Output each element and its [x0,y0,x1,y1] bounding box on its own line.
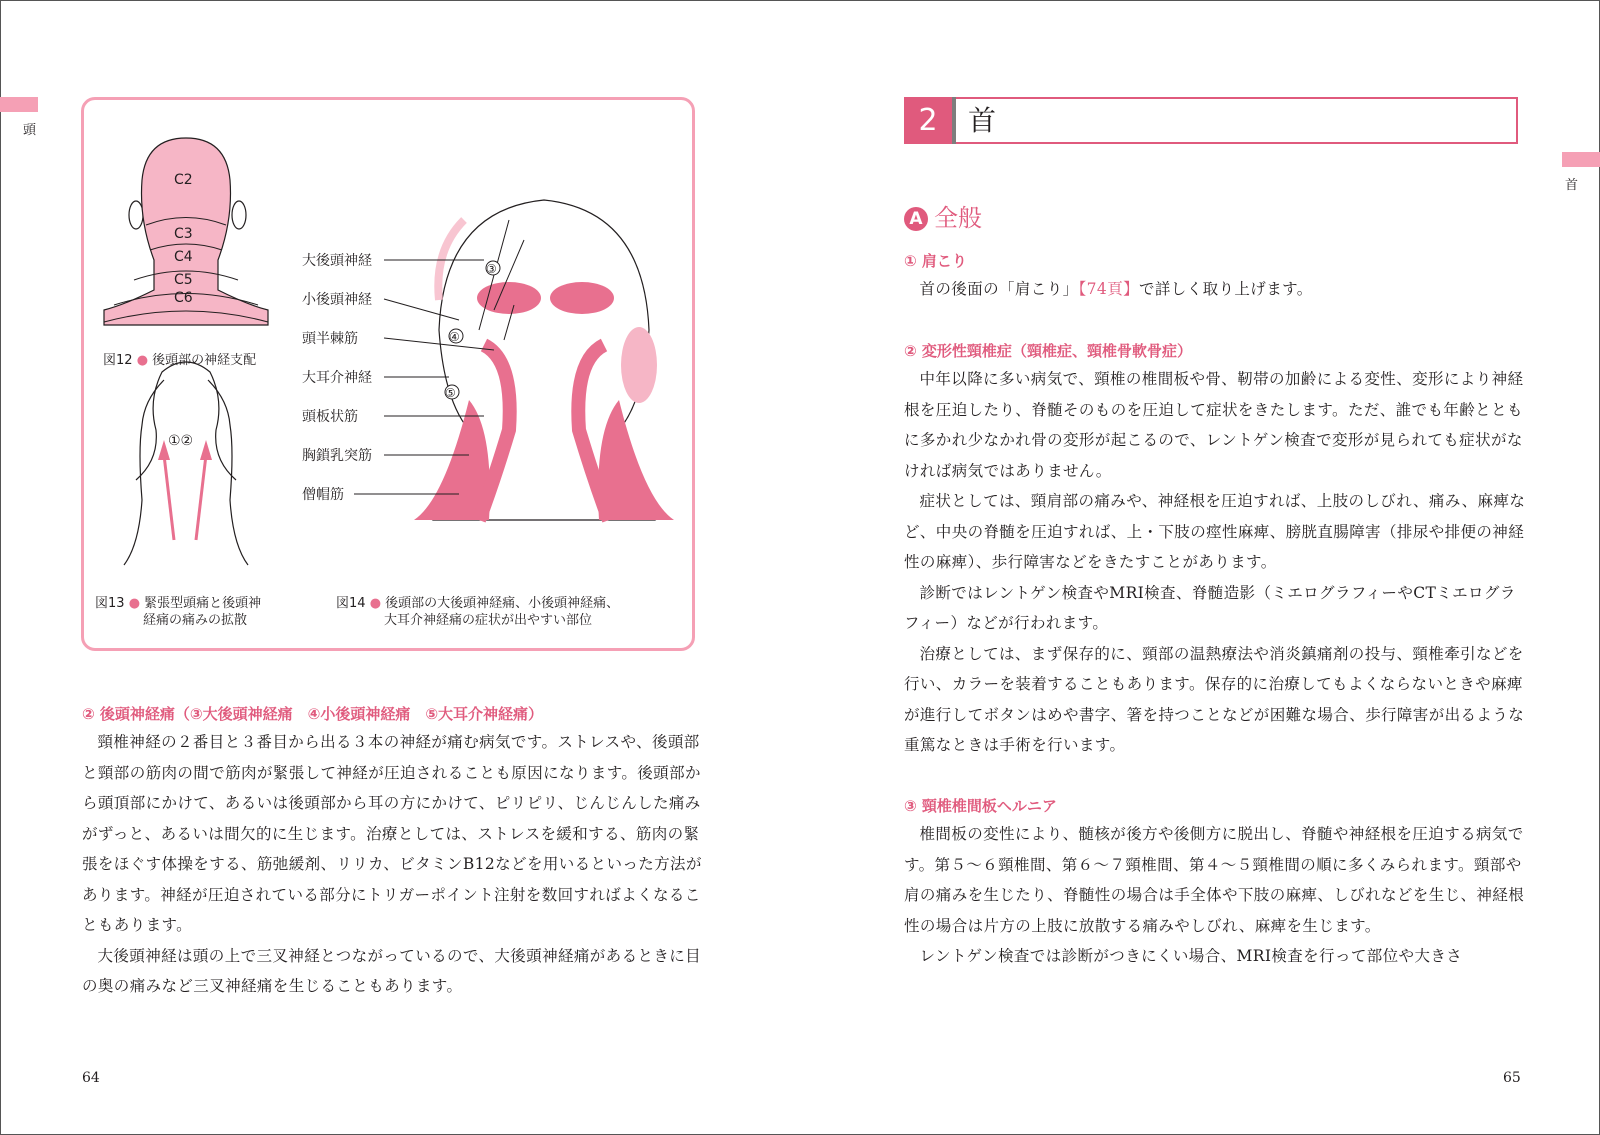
subheading-cervical-spondylosis [904,340,1192,361]
fig14-neck-illustration [354,200,674,520]
caption-bullet: ● [136,353,149,368]
section-title-bar [904,97,1518,144]
paragraph: 椎間板の変性により、髄核が後方や後側方に脱出し、脊髄や神経根を圧迫する病気です。第５～６頸椎間、第６～７頸椎間、第４～５頸椎間の順に多くみられます。頸部や肩の痛みを生じたり、脊髄性の場合は手全体や下肢の麻痺、しびれなどを生じ、神経根性の場合は片方の上肢に放散する痛みやしびれ、麻痺を生じます。 [904,825,1525,935]
fig12-caption [103,352,256,369]
chapter-tab-label-left: 頭 [23,123,37,138]
fig13-head-illustration [124,362,248,565]
paragraph [904,274,1526,305]
fig14-marker-5: ⑤ [445,386,456,400]
paragraph: レントゲン検査では診断がつきにくい場合、MRI検査を行って部位や大きさ [919,947,1463,965]
paragraph: 中年以降に多い病気で、頸椎の椎間板や骨、靭帯の加齢による変性、変形により神経根を圧迫したり、脊髄そのものを圧迫して症状をきたします。ただ、誰でも年齢とともに多かれ少なかれ骨の変形が起こるので、レントゲン検査で変形が見られても症状がなければ病気ではありません。 [904,370,1524,480]
herniation-text [904,819,1526,972]
chapter-tab-left [0,97,38,112]
fig12-label-c5: C5 [174,272,193,288]
fig14-label-greater-occipital: 大後頭神経 [302,253,372,269]
fig12-label-c4: C4 [174,249,193,265]
fig13-caption-line1: 緊張型頭痛と後頭神 [144,596,262,611]
fig13-caption-num: 図13 [95,596,125,611]
fig13-caption-line2: 経痛の痛みの拡散 [143,613,248,628]
section-heading-occipital-neuralgia: ② 後頭神経痛（③大後頭神経痛 ④小後頭神経痛 ⑤大耳介神経痛） [82,705,544,723]
section-number: 2 [904,97,952,144]
fig14-marker-4: ④ [449,330,460,344]
chapter-tab-right [1562,152,1600,167]
left-body-text [82,727,702,1002]
paragraph: 頸椎神経の２番目と３番目から出る３本の神経が痛む病気です。ストレスや、後頭部と頸部の筋肉の間で筋肉が緊張して神経が圧迫されることも原因になります。後頭部から頭頂部にかけて、あるいは後頭部から耳の方にかけて、ピリピリ、じんじんした痛みがずっと、あるいは間欠的に生じます。治療としては、ストレスを緩和する、筋肉の緊張をほぐす体操をする、筋弛緩剤、リリカ、ビタミンB12などを用いるといった方法があります。神経が圧迫されている部分にトリガーポイント注射を数回すればよくなることもあります。 [82,733,702,934]
page-number-right: 65 [1503,1070,1521,1086]
paragraph: 診断ではレントゲン検査やMRI検査、脊髄造影（ミエログラフィーやCTミエログラフィー）などが行われます。 [904,583,1516,632]
fig12-caption-text: 後頭部の神経支配 [152,353,257,368]
fig14-label-splenius: 頭板状筋 [302,409,358,425]
fig14-label-trapezius: 僧帽筋 [302,487,344,503]
fig14-label-lesser-occipital: 小後頭神経 [302,292,372,308]
fig12-label-c3: C3 [174,226,193,242]
fig12-label-c6: C6 [174,290,193,306]
subheading-katakori: ① 肩こり [904,252,967,270]
section-frame [956,97,1518,144]
category-title: 全般 [934,204,982,232]
spondylosis-text [904,364,1526,761]
fig14-label-semispinalis: 頭半棘筋 [302,331,358,347]
paragraph: 症状としては、頸肩部の痛みや、神経根を圧迫すれば、上肢のしびれ、痛み、麻痺など、中央の脊髄を圧迫すれば、上・下肢の痙性麻痺、膀胱直腸障害（排尿や排便の神経性の麻痺）、歩行障害などをきたすことがあります。 [904,492,1526,571]
paragraph: 治療としては、まず保存的に、頸部の温熱療法や消炎鎮痛剤の投与、頸椎牽引などを行い、カラーを装着することもあります。保存的に治療してもよくならないときや麻痺が進行してボタンはめや書字、箸を持つことなどが困難な場合、歩行障害が出るような重篤なときは手術を行います。 [904,644,1525,754]
subheading-disc-herniation: ③ 頸椎椎間板ヘルニア [904,797,1057,815]
category-letter-badge: A [904,207,928,231]
page-reference-link[interactable]: 【74頁】 [1078,280,1139,298]
fig14-label-sternocleidomastoid: 胸鎖乳突筋 [302,448,372,464]
caption-bullet: ● [128,596,141,611]
caption-bullet: ● [369,596,382,611]
fig12-caption-num: 図12 [103,353,133,368]
fig14-label-great-auricular: 大耳介神経 [302,370,372,386]
paragraph: 大後頭神経は頭の上で三叉神経とつながっているので、大後頭神経痛があるときに目の奥の痛みなど三叉神経痛を生じることもあります。 [82,946,702,995]
fig13-caption [95,595,261,629]
subheading-paren: （頸椎症、頸椎骨軟骨症） [1011,342,1192,360]
fig14-caption-line2: 大耳介神経痛の症状が出やすい部位 [384,613,593,628]
fig14-caption [336,595,619,629]
fig13-label-marker: ①② [168,433,194,449]
page-number-left: 64 [82,1070,100,1086]
figure-illustrations [84,100,692,648]
fig14-caption-num: 図14 [336,596,366,611]
fig14-caption-line1: 後頭部の大後頭神経痛、小後頭神経痛、 [385,596,620,611]
fig14-marker-3: ③ [486,262,497,276]
section-title: 首 [968,104,997,137]
category-heading [904,198,982,233]
katakori-text [904,274,1526,305]
fig12-label-c2: C2 [174,172,193,188]
figure-box [81,97,695,651]
chapter-tab-label-right: 首 [1565,178,1579,193]
katakori-text-before: 首の後面の「肩こり」 [919,280,1079,298]
katakori-text-after: で詳しく取り上げます。 [1139,280,1313,298]
subheading-text: ② 変形性頸椎症 [904,342,1012,360]
